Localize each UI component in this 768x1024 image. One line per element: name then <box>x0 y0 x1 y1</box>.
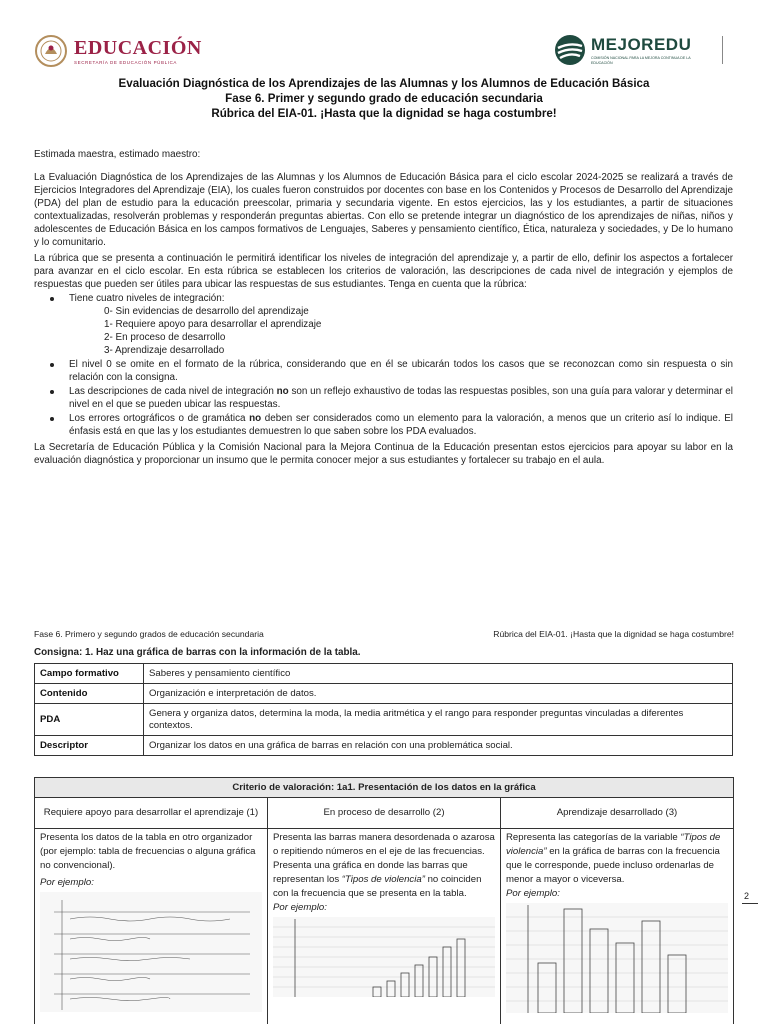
rubric-cell-level-2: Presenta las barras manera desordenada o azarosa o repitiendo números en el eje de las frecuencias. Presenta una gráfica en donde las barras que representan los “Tipos de violencia” no coinciden con la frecuencia que se presenta en la tabla. Por ejemplo: <box>268 829 501 1024</box>
example-label: Por ejemplo: <box>273 902 327 913</box>
rubric-cell-level-1 <box>35 829 268 1024</box>
list-item: Las descripciones de cada nivel de integración no son un reflejo exhaustivo de todas las respuestas posibles, son una guía para valorar y determinar el nivel en el que se pueden ubicar las respuestas. <box>34 385 733 411</box>
consigna-heading: Consigna: 1. Haz una gráfica de barras con la información de la tabla. <box>34 647 361 658</box>
disordered-bar-chart-sample <box>273 917 495 997</box>
criterion-header: Criterio de valoración: 1a1. Presentación de los datos en la gráfica <box>35 778 734 798</box>
info-value: Organizar los datos en una gráfica de barras en relación con una problemática social. <box>144 736 733 756</box>
mejoredu-logo-subtext: COMISIÓN NACIONAL PARA LA MEJORA CONTINUA DE LA EDUCACIÓN <box>591 56 691 65</box>
info-key: PDA <box>35 704 144 736</box>
title-line-1: Evaluación Diagnóstica de los Aprendizajes de las Alumnas y los Alumnos de Educación Básica <box>118 77 650 90</box>
info-value: Saberes y pensamiento científico <box>144 664 733 684</box>
list-item: Los errores ortográficos o de gramática no deben ser considerados como un elemento para la valoración, a menos que un criterio así lo indique. El énfasis está en que las y los estudiantes demuestren lo que saben sobre los PDA evaluados. <box>34 412 733 438</box>
mexico-seal-icon <box>34 34 68 68</box>
example-label: Por ejemplo: <box>40 877 94 888</box>
greeting: Estimada maestra, estimado maestro: <box>34 149 201 160</box>
header-divider <box>722 36 723 64</box>
mejoredu-logo <box>554 34 707 66</box>
level-item-0: 0- Sin evidencias de desarrollo del aprendizaje <box>104 306 309 317</box>
level-item-2: 2- En proceso de desarrollo <box>104 332 226 343</box>
bullet-icon <box>50 363 54 367</box>
document-title <box>0 76 768 121</box>
sep-logo <box>34 34 202 68</box>
ordered-bar-chart-sample <box>506 903 728 1013</box>
level-header-2: En proceso de desarrollo (2) <box>268 798 501 829</box>
paragraph-2: La rúbrica que se presenta a continuación le permitirá identificar los niveles de integración del aprendizaje y, a partir de ello, definir los aspectos a fortalecer para avanzar en el ciclo escolar. En esta rúbrica se establecen los criterios de valoración, las descripciones de cada nivel de integración y ejemplos de respuestas que pueden ser útiles para ubicar las respuestas de sus estudiantes. Tenga en cuenta que la rúbrica: <box>34 253 733 290</box>
intro-body <box>34 148 733 467</box>
sep-logo-subtext: SECRETARÍA DE EDUCACIÓN PÚBLICA <box>74 60 178 65</box>
bullet-icon <box>50 390 54 394</box>
title-line-2: Fase 6. Primer y segundo grado de educación secundaria <box>225 92 543 105</box>
info-value: Organización e interpretación de datos. <box>144 684 733 704</box>
level-2-description-a: Presenta las barras manera desordenada o azarosa o repitiendo números en el eje de las frecuencias. <box>273 832 495 857</box>
rubric-notes-list <box>34 292 733 438</box>
running-header-right: Rúbrica del EIA-01. ¡Hasta que la dignidad se haga costumbre! <box>493 629 734 639</box>
sep-logo-text: EDUCACIÓN <box>74 37 202 59</box>
level-item-3: 3- Aprendizaje desarrollado <box>104 345 225 356</box>
bullet-icon <box>50 297 54 301</box>
bullet-icon <box>50 417 54 421</box>
level-item-1: 1- Requiere apoyo para desarrollar el aprendizaje <box>104 319 322 330</box>
table-row <box>35 704 733 736</box>
info-value: Genera y organiza datos, determina la moda, la media aritmética y el rango para responder preguntas vinculadas a diferentes contextos. <box>144 704 733 736</box>
page-number: 2 <box>744 891 750 901</box>
info-table <box>34 663 733 756</box>
example-label: Por ejemplo: <box>506 888 560 899</box>
list-item: Tiene cuatro niveles de integración: 0- Sin evidencias de desarrollo del aprendizaje 1- Requiere apoyo para desarrollar el aprendizaje 2- En proceso de desarrollo 3- Aprendizaje desarrollado <box>34 292 733 357</box>
title-line-3: Rúbrica del EIA-01. ¡Hasta que la dignidad se haga costumbre! <box>211 107 557 120</box>
running-header-left: Fase 6. Primero y segundo grados de educación secundaria <box>34 629 264 639</box>
handwritten-frequency-table-sample <box>40 892 262 1012</box>
rubric-cell-level-3: Representa las categorías de la variable “Tipos de violencia” en la gráfica de barras con la frecuencia que le corresponde, puede incluso ordenarlas de menor a mayor o viceversa. Por ejemplo: <box>501 829 734 1024</box>
list-item: El nivel 0 se omite en el formato de la rúbrica, considerando que en él se ubicarán todos los casos que se reconozcan como sin respuesta o sin relación con la consigna. <box>34 358 733 384</box>
page-header <box>0 30 768 76</box>
table-row <box>35 664 733 684</box>
paragraph-1: La Evaluación Diagnóstica de los Aprendizajes de las Alumnas y los Alumnos de Educación Básica para el ciclo escolar 2024-2025 se realizará a través de Ejercicios Integradores del Aprendizaje (EIA), los cuales fueron construidos por docentes con base en los Contenidos y Procesos de Desarrollo del Aprendizaje (PDA) del plan de estudio para la educación preescolar, primaria y secundaria vigente. En estos ejercicios, las y los estudiantes, a partir de situaciones contextualizadas, resolverán problemas y responderán preguntas abiertas. Con ello se pretende integrar un diagnóstico de los aprendizajes de niñas, niños y adolescentes de Educación Básica en los campos formativos de Lenguajes, Saberes y pensamiento científico, Ética, naturaleza y sociedades, y De lo humano y lo comunitario. <box>34 172 733 248</box>
level-1-description: Presenta los datos de la tabla en otro organizador (por ejemplo: tabla de frecuencias o alguna gráfica no convencional). <box>40 832 256 871</box>
page-number-rule <box>742 903 758 904</box>
table-row <box>35 736 733 756</box>
paragraph-3: La Secretaría de Educación Pública y la Comisión Nacional para la Mejora Continua de la Educación presentan estos ejercicios para apoyar su labor en la evaluación diagnóstica y proporcionar un insumo que le permita conocer mejor a sus estudiantes y fortalecer su trabajo en el aula. <box>34 442 733 466</box>
level-header-3: Aprendizaje desarrollado (3) <box>501 798 734 829</box>
level-header-1: Requiere apoyo para desarrollar el aprendizaje (1) <box>35 798 268 829</box>
info-key: Descriptor <box>35 736 144 756</box>
levels-list <box>69 305 733 357</box>
info-key: Campo formativo <box>35 664 144 684</box>
table-row <box>35 684 733 704</box>
rubric-table <box>34 777 734 1024</box>
info-key: Contenido <box>35 684 144 704</box>
mejoredu-mark-icon <box>554 34 586 66</box>
mejoredu-logo-text: MEJOREDU <box>591 35 692 55</box>
